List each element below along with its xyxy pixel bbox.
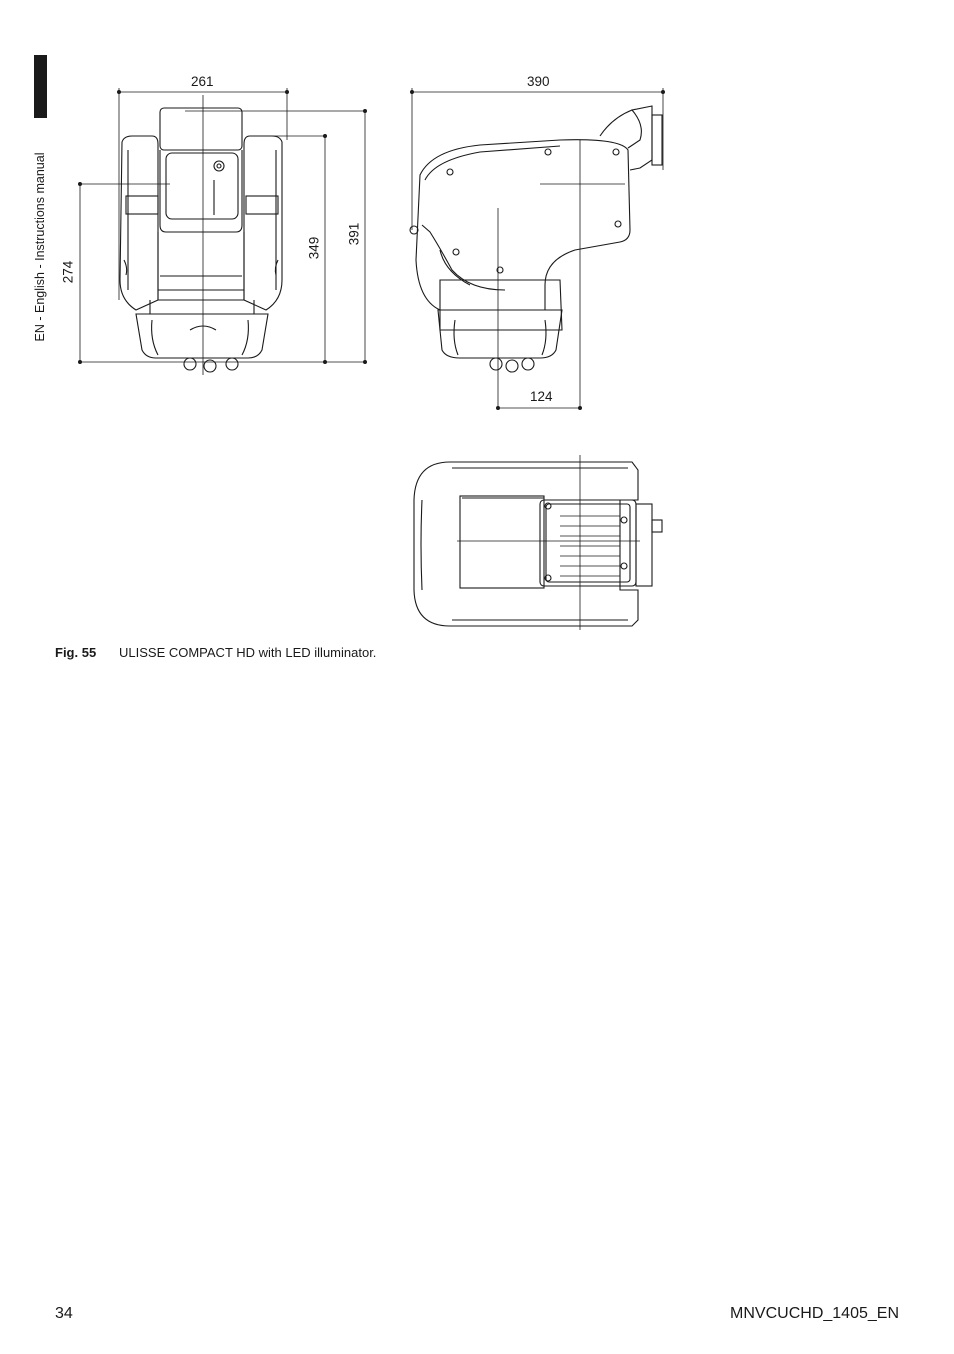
dimension-front-height-lower: 274 bbox=[60, 260, 76, 284]
front-view bbox=[78, 88, 366, 375]
figure-caption-text: ULISSE COMPACT HD with LED illuminator. bbox=[119, 645, 377, 660]
side-view bbox=[410, 88, 665, 410]
dimension-front-height-mid: 349 bbox=[306, 236, 322, 260]
dimension-side-length: 390 bbox=[527, 74, 550, 89]
document-code: MNVCUCHD_1405_EN bbox=[730, 1305, 899, 1322]
sidebar-manual-label: EN - English - Instructions manual bbox=[33, 152, 47, 342]
page-number: 34 bbox=[55, 1305, 73, 1322]
top-view bbox=[414, 455, 662, 630]
figure-caption bbox=[55, 645, 376, 660]
dimension-front-height-total: 391 bbox=[346, 222, 362, 246]
figure-number: Fig. 55 bbox=[55, 645, 97, 660]
dimension-side-base: 124 bbox=[530, 389, 553, 404]
dimension-front-width: 261 bbox=[191, 74, 214, 89]
